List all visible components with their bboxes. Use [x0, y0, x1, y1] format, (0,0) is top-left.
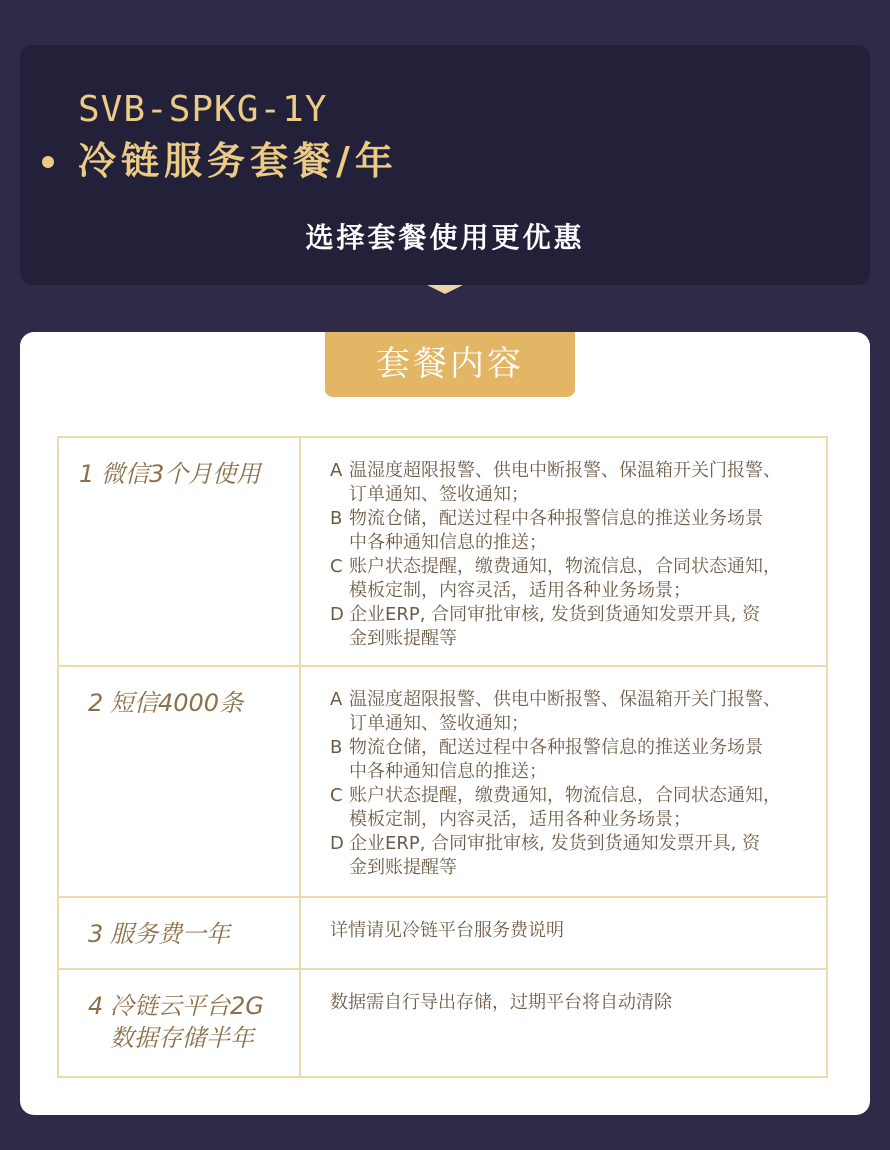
detail-item	[330, 832, 826, 880]
package-item-details	[301, 970, 826, 1076]
detail-item	[330, 736, 826, 784]
slogan: 选择套餐使用更优惠	[305, 221, 585, 254]
package-item-details	[301, 438, 826, 665]
detail-item	[330, 688, 826, 736]
detail-text	[349, 459, 781, 507]
item-name-line: 冷链云平台2G	[110, 992, 264, 1020]
header-card	[20, 45, 870, 285]
item-name-line: 数据存储半年	[110, 1024, 254, 1052]
item-note: 数据需自行导出存储，过期平台将自动清除	[330, 992, 672, 1013]
item-name	[110, 918, 230, 968]
item-note: 详情请见冷链平台服务费说明	[330, 920, 564, 941]
package-item-label	[59, 898, 301, 968]
detail-line: 温湿度超限报警、供电中断报警、保温箱开关门报警、	[349, 460, 781, 481]
detail-item	[330, 603, 826, 651]
package-item-label	[59, 970, 301, 1076]
detail-text	[349, 507, 763, 555]
item-name	[101, 458, 260, 665]
item-name	[110, 687, 243, 896]
detail-text	[349, 603, 760, 651]
detail-text	[349, 784, 781, 832]
detail-text	[349, 832, 760, 880]
package-content-tab: 套餐内容	[325, 332, 575, 397]
detail-letter: A	[330, 460, 343, 481]
item-index: 1	[79, 460, 95, 488]
package-item-label	[59, 667, 301, 896]
package-row	[59, 667, 826, 898]
package-content-card	[20, 332, 870, 1115]
detail-letter: C	[330, 785, 343, 806]
item-name-line: 微信3个月使用	[101, 460, 261, 488]
package-row	[59, 970, 826, 1076]
detail-line: 模板定制，内容灵活，适用各种业务场景；	[349, 580, 691, 601]
item-name-line: 服务费一年	[110, 920, 230, 948]
detail-letter: B	[330, 737, 343, 758]
detail-line: 金到账提醒等	[349, 857, 457, 878]
package-item-details	[301, 898, 826, 968]
detail-item	[330, 555, 826, 603]
item-index: 3	[88, 920, 104, 948]
detail-letter: B	[330, 508, 343, 529]
detail-letter: D	[330, 833, 344, 854]
detail-line: 金到账提醒等	[349, 628, 457, 649]
detail-line: 账户状态提醒，缴费通知，物流信息，合同状态通知，	[349, 556, 781, 577]
detail-line: 温湿度超限报警、供电中断报警、保温箱开关门报警、	[349, 689, 781, 710]
detail-line: 账户状态提醒，缴费通知，物流信息，合同状态通知，	[349, 785, 781, 806]
detail-letter: C	[330, 556, 343, 577]
detail-line: 物流仓储，配送过程中各种报警信息的推送业务场景	[349, 737, 763, 758]
detail-line: 中各种通知信息的推送；	[349, 761, 547, 782]
detail-line: 订单通知、签收通知；	[349, 713, 529, 734]
detail-line: 中各种通知信息的推送；	[349, 532, 547, 553]
item-index: 4	[88, 992, 104, 1020]
detail-line: 模板定制，内容灵活，适用各种业务场景；	[349, 809, 691, 830]
detail-item	[330, 507, 826, 555]
item-index: 2	[88, 689, 104, 717]
down-pointer-icon	[427, 285, 463, 294]
detail-text	[349, 555, 781, 603]
detail-text	[349, 736, 763, 784]
package-table	[57, 436, 828, 1078]
bullet-dot-icon	[42, 156, 54, 168]
product-title: 冷链服务套餐/年	[78, 139, 398, 183]
package-row	[59, 898, 826, 970]
product-code: SVB-SPKG-1Y	[78, 89, 328, 130]
detail-text	[349, 688, 781, 736]
detail-line: 企业ERP, 合同审批审核, 发货到货通知发票开具, 资	[349, 833, 761, 854]
detail-letter: A	[330, 689, 343, 710]
item-name-line: 短信4000条	[110, 689, 244, 717]
package-row	[59, 438, 826, 667]
detail-line: 订单通知、签收通知；	[349, 484, 529, 505]
detail-line: 企业ERP, 合同审批审核, 发货到货通知发票开具, 资	[349, 604, 761, 625]
detail-item	[330, 459, 826, 507]
package-item-details	[301, 667, 826, 896]
package-item-label	[59, 438, 301, 665]
detail-line: 物流仓储，配送过程中各种报警信息的推送业务场景	[349, 508, 763, 529]
item-name	[110, 990, 264, 1076]
detail-item	[330, 784, 826, 832]
detail-letter: D	[330, 604, 344, 625]
